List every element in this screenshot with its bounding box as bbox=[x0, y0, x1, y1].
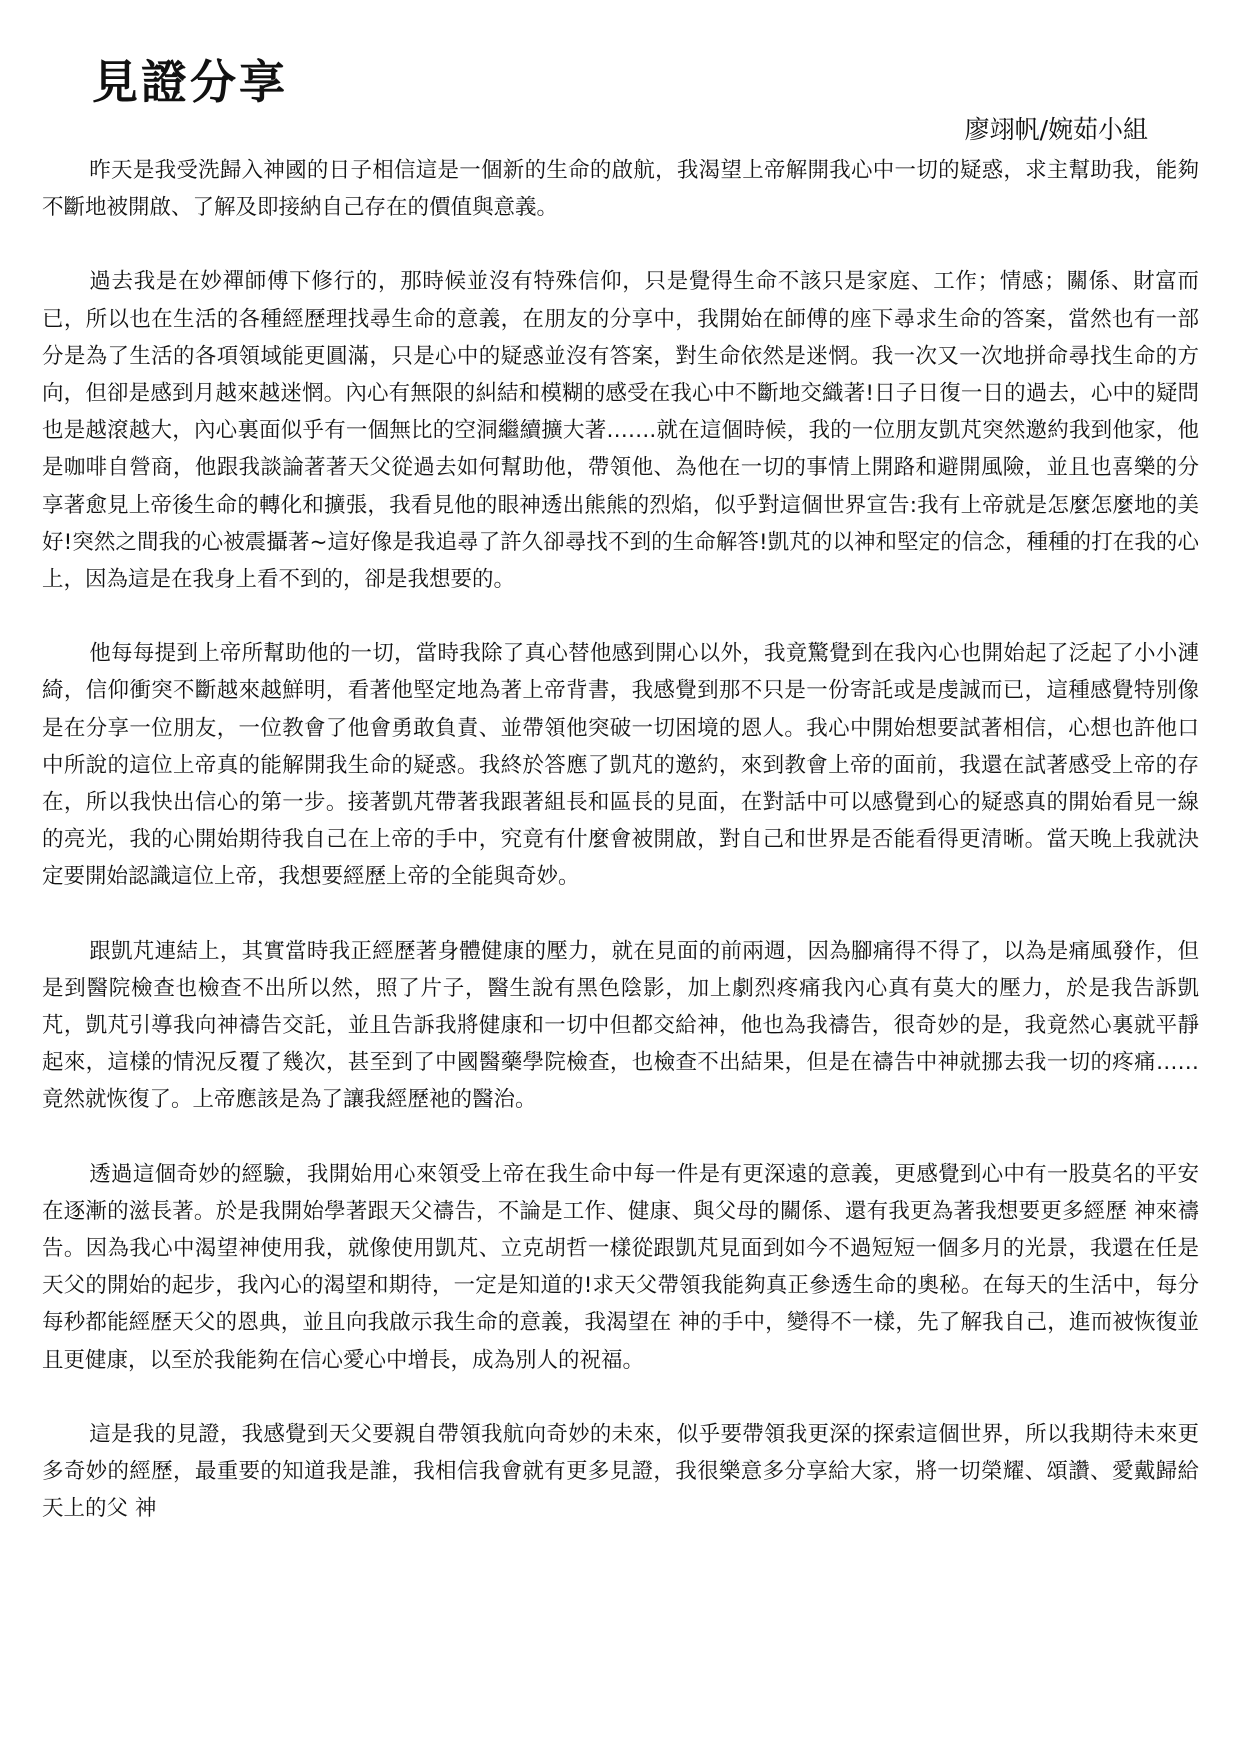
paragraph: 他每每提到上帝所幫助他的一切，當時我除了真心替他感到開心以外，我竟驚覺到在我內心也開始起了泛起了小小漣綺，信仰衝突不斷越來越鮮明，看著他堅定地為著上帝背書，我感覺到那不只是一份寄託或是虔誠而已，這種感覺特別像是在分享一位朋友，一位教會了他會勇敢負責、並帶領他突破一切困境的恩人。我心中開始想要試著相信，心想也許他口中所說的這位上帝真的能解開我生命的疑惑。我終於答應了凱芃的邀約，來到教會上帝的面前，我還在試著感受上帝的存在，所以我快出信心的第一步。接著凱芃帶著我跟著組長和區長的見面，在對話中可以感覺到心的疑惑真的開始看見一線的亮光，我的心開始期待我自己在上帝的手中，究竟有什麼會被開啟，對自己和世界是否能看得更清晰。當天晚上我就決定要開始認識這位上帝，我想要經歷上帝的全能與奇妙。 bbox=[42, 641, 1199, 890]
paragraph: 跟凱芃連結上，其實當時我正經歷著身體健康的壓力，就在見面的前兩週，因為腳痛得不得了，以為是痛風發作，但是到醫院檢查也檢查不出所以然，照了片子，醫生說有黑色陰影，加上劇烈疼痛我內心真有莫大的壓力，於是我告訴凱芃，凱芃引導我向神禱告交託，並且告訴我將健康和一切中但都交給神，他也為我禱告，很奇妙的是，我竟然心裏就平靜起來，這樣的情況反覆了幾次，甚至到了中國醫藥學院檢查，也檢查不出結果，但是在禱告中神就挪去我一切的疼痛……竟然就恢復了。上帝應該是為了讓我經歷祂的醫治。 bbox=[42, 938, 1199, 1113]
author-line: 廖翊帆/婉茹小組 bbox=[964, 115, 1148, 144]
paragraph: 這是我的見證，我感覺到天父要親自帶領我航向奇妙的未來，似乎要帶領我更深的探索這個世界，所以我期待未來更多奇妙的經歷，最重要的知道我是誰，我相信我會就有更多見證，我很樂意多分享給大家，將一切榮耀、頌讚、愛戴歸給天上的父 神 bbox=[42, 1421, 1199, 1522]
paragraph: 昨天是我受洗歸入神國的日子相信這是一個新的生命的啟航，我渴望上帝解開我心中一切的疑惑，求主幫助我，能夠不斷地被開啟、了解及即接納自己存在的價值與意義。 bbox=[42, 158, 1199, 221]
paragraph: 透過這個奇妙的經驗，我開始用心來領受上帝在我生命中每一件是有更深遠的意義，更感覺到心中有一股莫名的平安在逐漸的滋長著。於是我開始學著跟天父禱告，不論是工作、健康、與父母的關係、還有我更為著我想要更多經歷 神來禱告。因為我心中渴望神使用我，就像使用凱芃、立克胡哲一樣從跟凱芃見面到如今不過短短一個多月的光景，我還在任是天父的開始的起步，我內心的渴望和期待，一定是知道的!求天父帶領我能夠真正參透生命的奧秘。在每天的生活中，每分每秒都能經歷天父的恩典，並且向我啟示我生命的意義，我渴望在 神的手中，變得不一樣，先了解我自己，進而被恢復並且更健康，以至於我能夠在信心愛心中增長，成為別人的祝福。 bbox=[42, 1161, 1199, 1373]
document-body bbox=[42, 152, 1199, 1565]
paragraph: 過去我是在妙禪師傅下修行的，那時候並沒有特殊信仰，只是覺得生命不該只是家庭、工作；情感；關係、財富而已，所以也在生活的各種經歷理找尋生命的意義，在朋友的分享中，我開始在師傅的座下尋求生命的答案，當然也有一部分是為了生活的各項領域能更圓滿，只是心中的疑惑並沒有答案，對生命依然是迷惘。我一次又一次地拼命尋找生命的方向，但卻是感到月越來越迷惘。內心有無限的糾結和模糊的感受在我心中不斷地交織著!日子日復一日的過去，心中的疑問也是越滾越大，內心裏面似乎有一個無比的空洞繼續擴大著…….就在這個時候，我的一位朋友凱芃突然邀約我到他家，他是咖啡自營商，他跟我談論著著天父從過去如何幫助他，帶領他、為他在一切的事情上開路和避開風險，並且也喜樂的分享著愈見上帝後生命的轉化和擴張，我看見他的眼神透出熊熊的烈焰，似乎對這個世界宣告:我有上帝就是怎麼怎麼地的美好!突然之間我的心被震攝著~這好像是我追尋了許久卻尋找不到的生命解答!凱芃的以神和堅定的信念，種種的打在我的心上，因為這是在我身上看不到的，卻是我想要的。 bbox=[42, 269, 1199, 593]
document-title: 見證分享 bbox=[92, 55, 288, 109]
